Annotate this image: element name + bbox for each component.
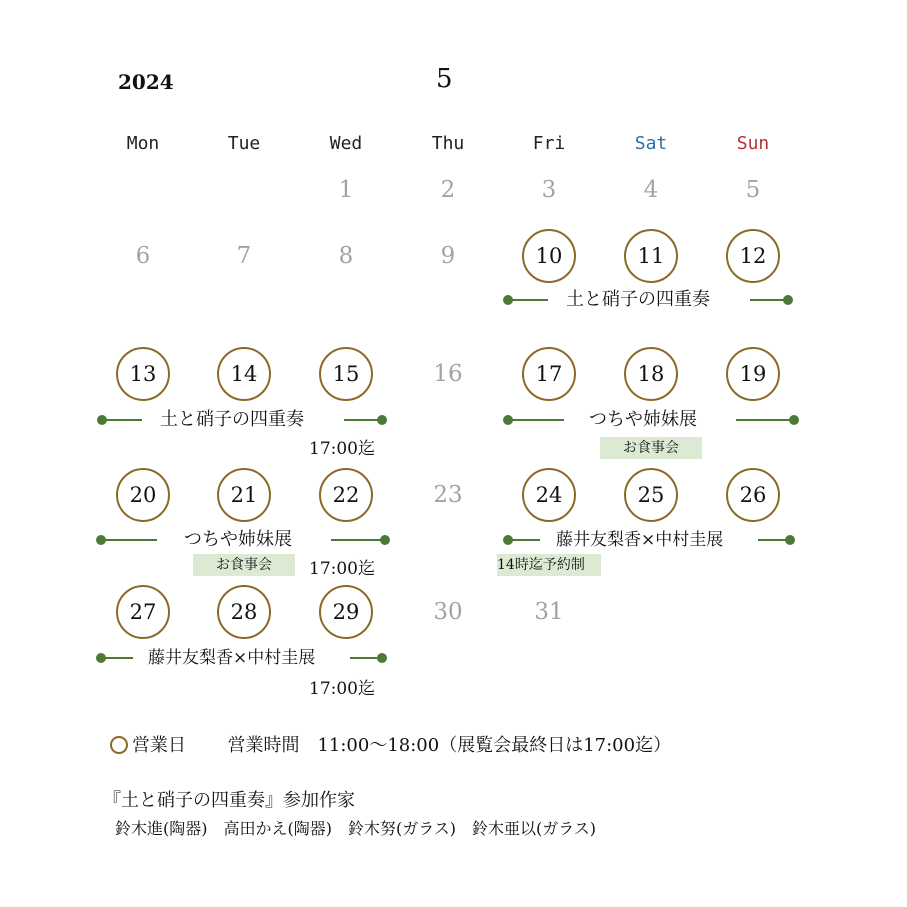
open-day: 18 <box>624 347 678 401</box>
meal-badge: お食事会 <box>193 554 295 576</box>
open-day: 15 <box>319 347 373 401</box>
weekday-mon: Mon <box>126 133 160 154</box>
event-label: つちや姉妹展 <box>184 529 292 550</box>
open-day: 12 <box>726 229 780 283</box>
legend-open-label: 営業日 <box>132 735 186 756</box>
month-label: 5 <box>436 64 453 94</box>
event-line <box>344 419 382 421</box>
open-day: 11 <box>624 229 678 283</box>
event-line <box>331 539 385 541</box>
closing-time-note: 17:00迄 <box>309 559 375 579</box>
reservation-badge: 14時迄予約制 <box>497 554 601 576</box>
open-day: 14 <box>217 347 271 401</box>
meal-badge: お食事会 <box>600 437 702 459</box>
open-day: 28 <box>217 585 271 639</box>
weekday-sun: Sun <box>736 133 770 154</box>
weekday-sat: Sat <box>634 133 668 154</box>
day-cell: 9 <box>440 243 456 269</box>
open-day: 22 <box>319 468 373 522</box>
day-cell: 2 <box>440 177 456 203</box>
event-label: 土と硝子の四重奏 <box>566 289 710 310</box>
event-line <box>102 419 142 421</box>
weekday-fri: Fri <box>532 133 566 154</box>
closing-time-note: 17:00迄 <box>309 679 375 699</box>
open-day-ring-icon <box>110 736 128 754</box>
event-line <box>101 657 133 659</box>
event-line <box>736 419 794 421</box>
open-day: 17 <box>522 347 576 401</box>
event-label: 藤井友梨香×中村圭展 <box>556 530 724 550</box>
day-cell: 23 <box>433 482 463 508</box>
day-cell: 6 <box>135 243 151 269</box>
weekday-wed: Wed <box>329 133 363 154</box>
day-cell: 7 <box>236 243 252 269</box>
closing-time-note: 17:00迄 <box>309 439 375 459</box>
legend <box>110 731 671 757</box>
weekday-tue: Tue <box>227 133 261 154</box>
event-line <box>101 539 157 541</box>
event-line <box>758 539 790 541</box>
day-cell: 16 <box>433 361 463 387</box>
open-day: 10 <box>522 229 576 283</box>
day-cell: 31 <box>534 599 564 625</box>
day-cell: 4 <box>643 177 659 203</box>
artists-title: 『土と硝子の四重奏』参加作家 <box>103 790 355 811</box>
event-line <box>508 299 548 301</box>
event-line <box>750 299 788 301</box>
open-day: 29 <box>319 585 373 639</box>
event-line <box>508 419 564 421</box>
event-label: 藤井友梨香×中村圭展 <box>148 648 316 668</box>
open-day: 20 <box>116 468 170 522</box>
open-day: 21 <box>217 468 271 522</box>
open-day: 24 <box>522 468 576 522</box>
weekday-thu: Thu <box>431 133 465 154</box>
open-day: 25 <box>624 468 678 522</box>
event-label: 土と硝子の四重奏 <box>160 409 304 430</box>
day-cell: 1 <box>338 177 354 203</box>
day-cell: 8 <box>338 243 354 269</box>
event-line <box>508 539 540 541</box>
open-day: 26 <box>726 468 780 522</box>
open-day: 27 <box>116 585 170 639</box>
artists-list: 鈴木進(陶器) 高田かえ(陶器) 鈴木努(ガラス) 鈴木亜以(ガラス) <box>115 819 596 838</box>
day-cell: 30 <box>433 599 463 625</box>
day-cell: 5 <box>745 177 761 203</box>
event-line <box>350 657 382 659</box>
year-label: 2024 <box>118 70 174 94</box>
open-day: 19 <box>726 347 780 401</box>
business-hours: 営業時間 11:00〜18:00（展覧会最終日は17:00迄） <box>227 735 672 756</box>
day-cell: 3 <box>541 177 557 203</box>
event-label: つちや姉妹展 <box>589 409 697 430</box>
open-day: 13 <box>116 347 170 401</box>
